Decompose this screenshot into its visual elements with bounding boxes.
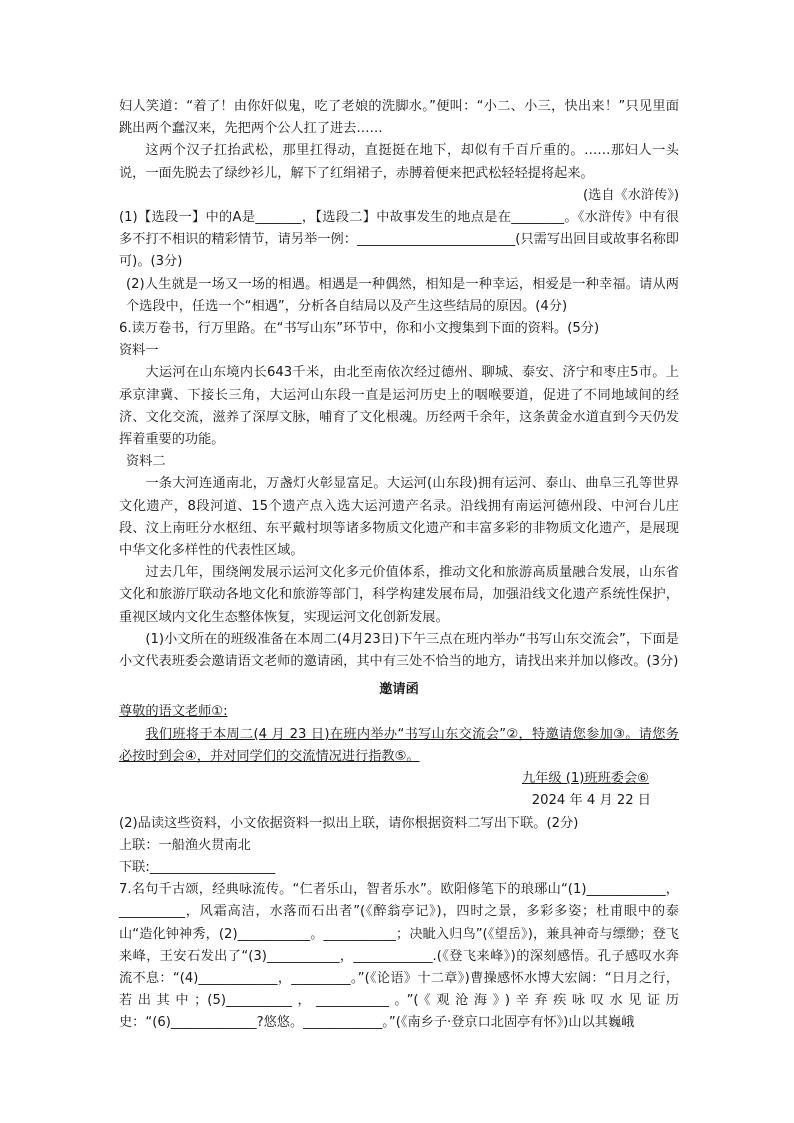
material-2-label: 资料二 [126, 454, 166, 470]
material-2-paragraph-1: 一条大河连通南北，万盏灯火彰显富足。大运河(山东段)拥有运河、泰山、曲阜三孔等世界文化遗产，8段河道、15个遗产点入选大运河遗产名录。沿线拥有南运河德州段、中河台儿庄段、汶上南旺分水枢纽、东平戴村坝等诸多物质文化遗产和丰富多彩的非物质文化遗产，是展现中华文化多样性的代表性区域。 [119, 476, 679, 559]
story-paragraph-2: 这两个汉子扛抬武松，那里扛得动，直挺挺在地下，却似有千百斤重的。……那妇人一头说，一面先脱去了绿纱衫儿，解下了红绢裙子，赤膊着便来把武松轻轻提将起来。 [119, 143, 679, 181]
question-6-sub-2: (2)品读这些资料，小文依据资料一拟出上联，请你根据资料二写出下联。(2分) [119, 815, 579, 831]
question-5-sub-2: (2)人生就是一场又一场的相遇。相遇是一种偶然，相知是一种幸运，相爱是一种幸福。请从两个选段中，任选一个“相遇”，分析各自结局以及产生这些结局的原因。(4分) [126, 276, 679, 314]
question-7: 7.名句千古颂，经典咏流传。“仁者乐山，智者乐水”。欧阳修笔下的琅琊山“(1)____________，__________，风霜高洁，水落而石出者”(《醉翁亭记》)，四时之景，多彩多姿；杜甫眼中的泰山“造化钟神秀，(2)___________。___________；决眦入归鸟”(《望岳》)，兼具神奇与缥缈；登飞来峰，王安石发出了“(3)___________，____________.(《登飞来峰》)的深刻感悟。孔子感叹水奔流不息：“(4)____________，_________。”(《论语》十二章》)曹操感怀水博大宏阔：“日月之行，若出其中；(5)__________，___________。”(《观沧海》)辛弃疾咏叹水见证历史：“(6)_____________?悠悠。____________。”(《南乡子·登京口北固亭有怀》)山以其巍峨 [119, 882, 679, 1031]
question-6-title: 6.读万卷书，行万里路。在“书写山东”环节中，你和小文搜集到下面的资料。(5分) [119, 321, 600, 337]
invitation-body: 我们班将于本周二(4 月 23 日)在班内举办“书写山东交流会”②，特邀请您参加③。请您务必按时到会④，并对同学们的交流情况进行指教⑤。 [119, 726, 679, 764]
question-5-sub-1: (1)【选段一】中的A是_______，【选段二】中故事发生的地点是在________。《水浒传》中有很多不打不相识的精彩情节，请另举一例：________________________(只需写出回目或故事名称即可)。(3分) [119, 210, 679, 270]
question-6-sub-1: (1)小文所在的班级准备在本周二(4月23日)下午三点在班内举办“书写山东交流会”，下面是小文代表班委会邀请语文老师的邀请函，其中有三处不恰当的地方，请找出来并加以修改。(3分) [119, 631, 679, 670]
material-1-text: 大运河在山东境内长643千米，由北至南依次经过德州、聊城、泰安、济宁和枣庄5市。上承京津冀、下接长三角，大运河山东段一直是运河历史上的咽喉要道，促进了不同地域间的经济、文化交流，滋养了深厚文脉，哺育了文化根魂。历经两千余年，这条黄金水道直到今天仍发挥着重要的功能。 [119, 365, 679, 448]
invitation-greeting: 尊敬的语文老师①: [119, 704, 228, 720]
material-2-paragraph-2: 过去几年，围绕阐发展示运河文化多元价值体系，推动文化和旅游高质量融合发展，山东省文化和旅游厅联动各地文化和旅游等部门，科学构建发展布局，加强沿线文化遗产系统性保护，重视区域内文化生态整体恢复，实现运河文化创新发展。 [119, 565, 679, 625]
story-source: (选自《水浒传》) [582, 187, 679, 203]
couplet-lower: 下联:___________________ [119, 859, 276, 875]
story-paragraph-1: 妇人笑道：“着了！由你奸似鬼，吃了老娘的洗脚水。”便叫：“小二、小三，快出来！”只见里面跳出两个蠢汉来，先把两个公人扛了进去…… [119, 99, 679, 137]
invitation-title: 邀请函 [379, 682, 419, 698]
exam-page [119, 96, 679, 1035]
material-1-label: 资料一 [119, 343, 159, 359]
invitation-date: 2024 年 4 月 22 日 [531, 793, 651, 809]
couplet-upper: 上联：一船渔火贯南北 [119, 837, 251, 853]
invitation-signature: 九年级 (1)班班委会⑥ [521, 771, 649, 787]
